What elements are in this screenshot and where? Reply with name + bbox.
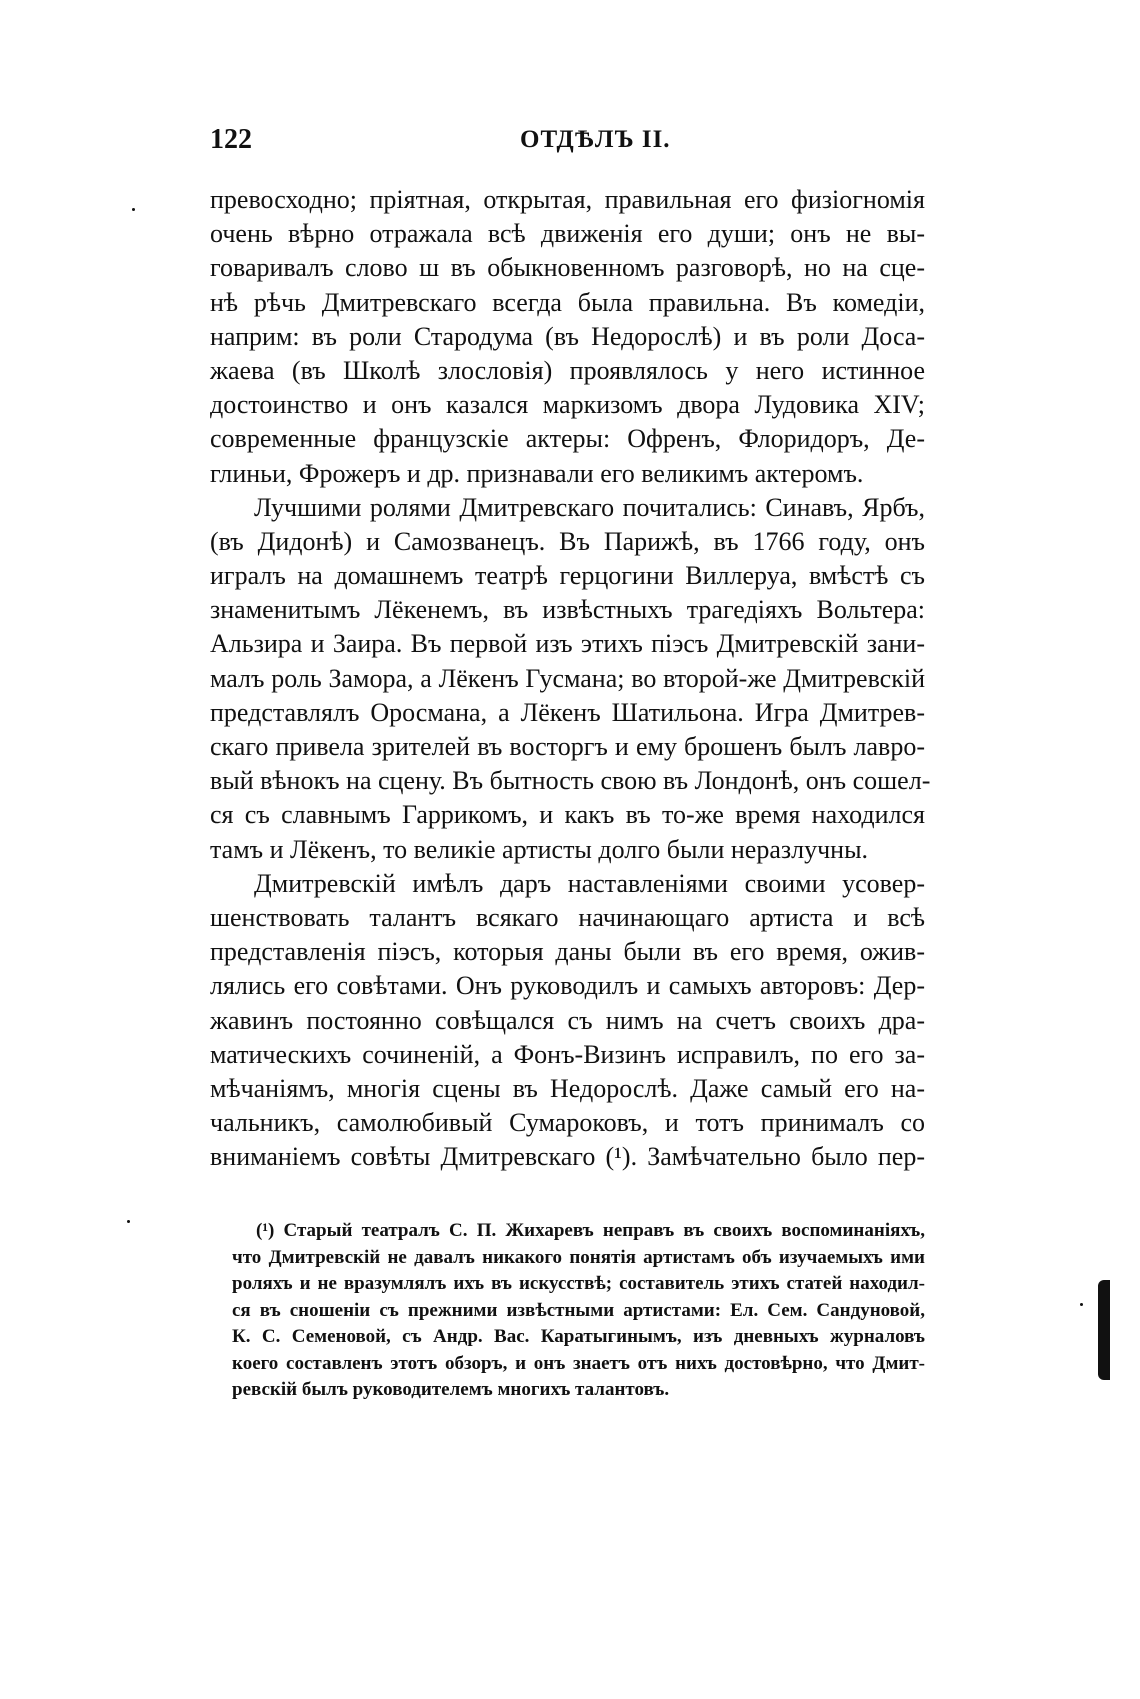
text-line: превосходно; пріятная, открытая, правильная его физіогномія [210,185,925,214]
footnote-line: коего составленъ этотъ обзоръ, и онъ знаетъ отъ нихъ достовѣрно, что Дмит- [232,1352,925,1374]
text-line: шенствовать талантъ всякаго начинающаго артиста и всѣ [210,902,925,932]
scan-speck [1080,1303,1083,1306]
text-line: скаго привела зрителей въ восторгъ и ему брошенъ былъ лавро- [210,732,925,761]
footnote-line: К. С. Семеновой, съ Андр. Вас. Каратыгинымъ, изъ дневныхъ журналовъ [232,1326,925,1347]
footnote-line: ревскій былъ руководителемъ многихъ талантовъ. [232,1379,670,1400]
scan-edge-mark [1098,1280,1110,1380]
text-line: знаменитымъ Лёкенемъ, въ извѣстныхъ трагедіяхъ Вольтера: [210,595,925,625]
text-line: лялись его совѣтами. Онъ руководилъ и самыхъ авторовъ: Дер- [210,971,925,1001]
text-line: Дмитревскій имѣлъ даръ наставленіями своими усовер- [254,868,925,898]
text-line: Лучшими ролями Дмитревскаго почитались: Синавъ, Ярбъ, [254,492,925,522]
text-line: Альзира и Заира. Въ первой изъ этихъ піэсъ Дмитревскій зани- [210,629,925,659]
footnote [232,1218,925,1404]
text-line: современные французскіе актеры: Офренъ, Флоридоръ, Де- [210,424,925,454]
footnote-line: (¹) Старый театралъ С. П. Жихаревъ неправъ въ своихъ воспоминаніяхъ, [256,1220,925,1241]
page-header [210,124,925,164]
text-line: матическихъ сочиненій, а Фонъ-Визинъ исправилъ, по его за- [210,1039,925,1069]
text-line: жавинъ постоянно совѣщался съ нимъ на счетъ своихъ дра- [210,1005,925,1035]
text-line: нѣ рѣчь Дмитревскаго всегда была правильна. Въ комедіи, [210,287,925,317]
text-line: вниманіемъ совѣты Дмитревскаго (¹). Замѣчательно было пер- [210,1142,925,1172]
footnote-line: что Дмитревскій не давалъ никакого понятія артистамъ объ изучаемыхъ ими [232,1246,925,1268]
text-line: достоинство и онъ казался маркизомъ двора Лудовика XIV; [210,390,925,420]
text-line: чальникъ, самолюбивый Сумароковъ, и тотъ принималъ со [210,1108,925,1138]
text-line: мѣчаніямъ, многія сцены въ Недорослѣ. Даже самый его на- [210,1073,925,1103]
text-line: (въ Дидонѣ) и Самозванецъ. Въ Парижѣ, въ 1766 году, онъ [210,526,925,556]
text-line: малъ роль Замора, а Лёкенъ Гусмана; во второй-же Дмитревскій [210,663,925,693]
footnote-line: роляхъ и не вразумлялъ ихъ въ искусствѣ; составитель этихъ статей находил- [232,1273,925,1294]
text-line: представлялъ Оросмана, а Лёкенъ Шатильона. Игра Дмитрев- [210,697,925,727]
text-line: представленія піэсъ, которыя даны были въ его время, ожив- [210,937,925,967]
text-line: наприм: въ роли Стародума (въ Недорослѣ) и въ роли Доса- [210,321,925,351]
scan-speck [127,1220,130,1223]
text-line: глиньи, Фрожеръ и др. признавали его великимъ актеромъ. [210,458,864,488]
footnote-line: ся въ сношеніи съ прежними извѣстными артистами: Ел. Сем. Сандуновой, [232,1299,925,1321]
text-line: вый вѣнокъ на сцену. Въ бытность свою въ Лондонѣ, онъ сошел- [210,766,931,796]
text-line: игралъ на домашнемъ театрѣ герцогини Виллеруа, вмѣстѣ съ [210,561,925,591]
main-text [210,183,931,1174]
section-title: ОТДѢЛЪ II. [520,126,671,153]
text-line: ся съ славнымъ Гаррикомъ, и какъ въ то-же время находился [210,800,925,830]
page-number: 122 [210,124,252,155]
scan-speck [132,208,135,211]
text-line: очень вѣрно отражала всѣ движенія его души; онъ не вы- [210,219,925,249]
text-line: жаева (въ Школѣ злословія) проявлялось у него истинное [210,355,925,385]
text-line: говаривалъ слово ш въ обыкновенномъ разговорѣ, но на сце- [210,253,925,283]
text-line: тамъ и Лёкенъ, то великіе артисты долго были неразлучны. [210,834,869,864]
